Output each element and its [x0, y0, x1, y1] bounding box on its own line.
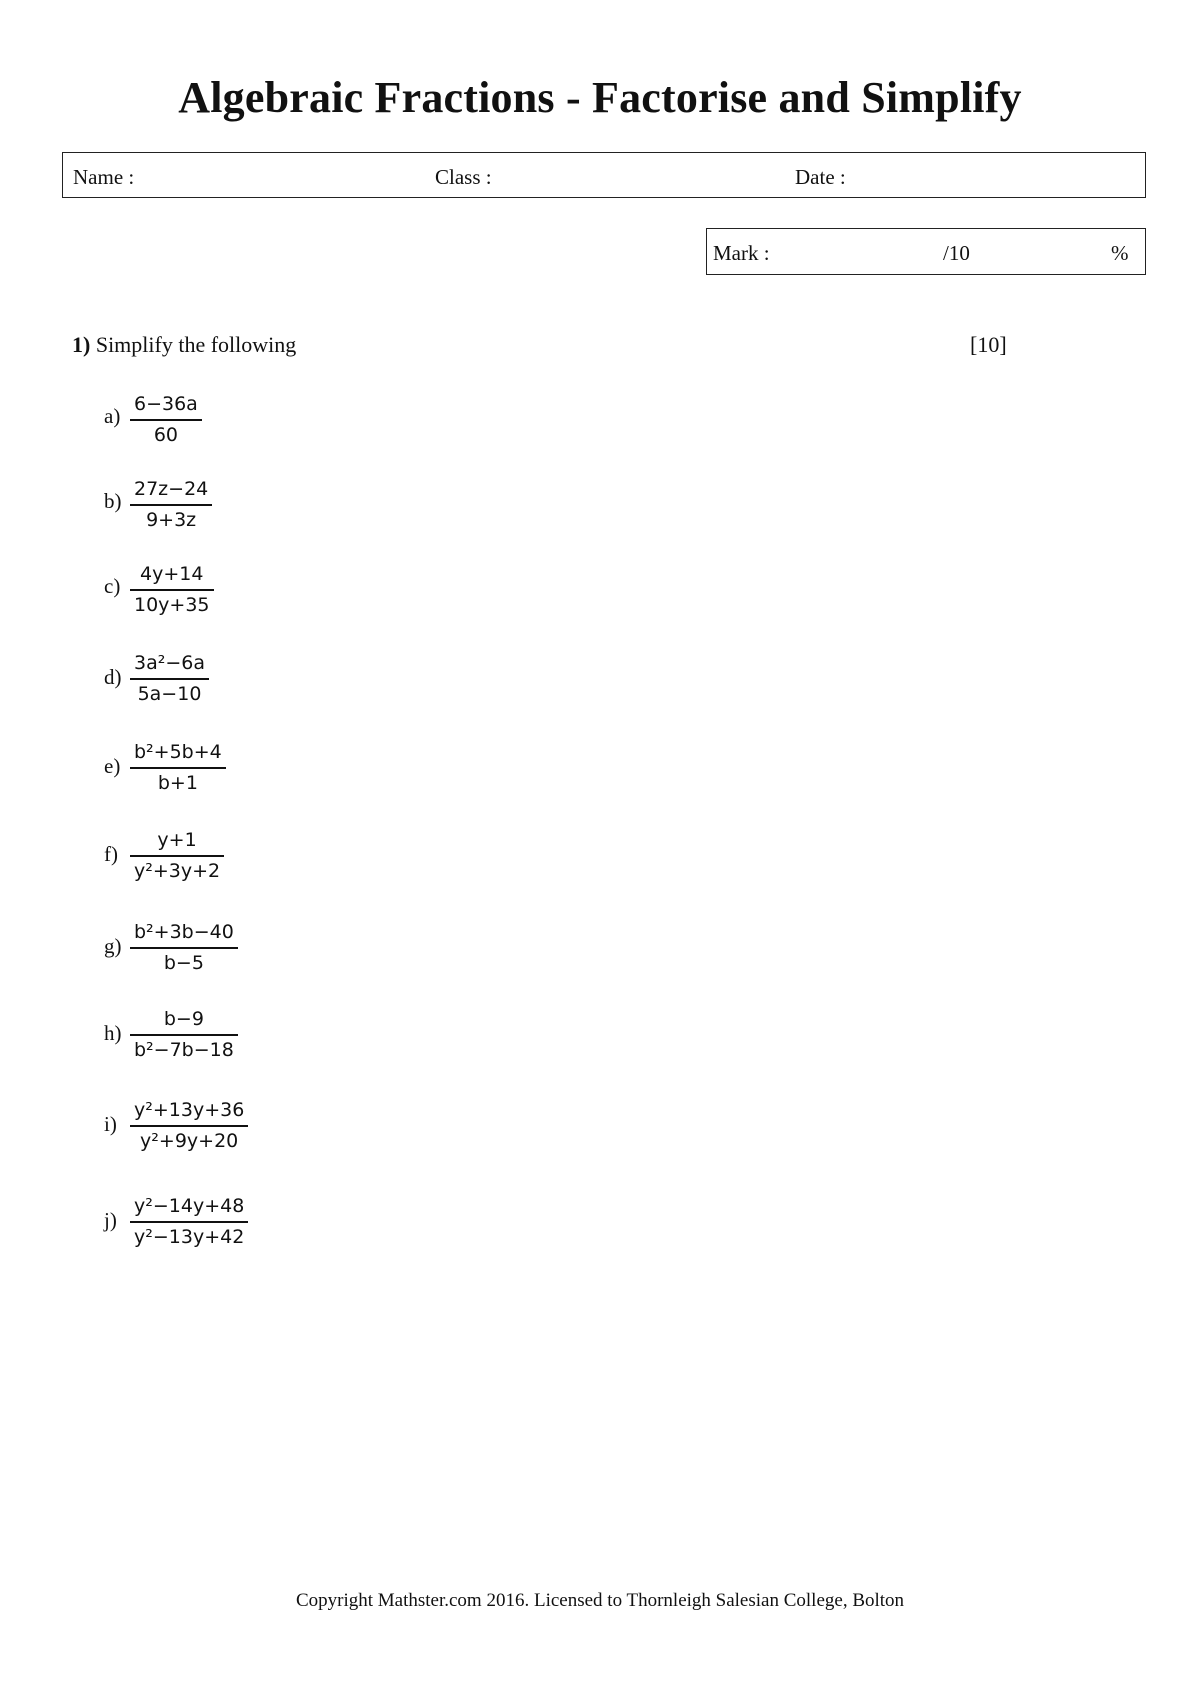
fraction	[130, 562, 214, 617]
question-text: Simplify the following	[95, 332, 297, 357]
numerator: b²+5b+4	[134, 741, 222, 763]
numerator: 3a²−6a	[134, 652, 205, 674]
fraction-bar	[130, 855, 224, 857]
item-label: c)	[104, 574, 121, 598]
page-title: Algebraic Fractions - Factorise and Simplify	[178, 73, 1022, 122]
fraction	[130, 740, 226, 795]
denominator: 10y+35	[134, 593, 210, 616]
fraction-bar	[130, 767, 226, 769]
item-label: b)	[104, 489, 122, 513]
fraction	[130, 651, 209, 706]
numerator: y+1	[157, 829, 197, 851]
fraction-bar	[130, 1221, 248, 1223]
numerator: 4y+14	[140, 563, 204, 585]
fraction	[130, 1194, 248, 1249]
numerator: b²+3b−40	[134, 921, 234, 943]
fraction-bar	[130, 1034, 238, 1036]
mark-label: Mark :	[713, 241, 770, 265]
denominator: y²+9y+20	[140, 1129, 239, 1152]
item-label: h)	[104, 1021, 122, 1045]
item-label: i)	[104, 1112, 117, 1136]
denominator: 60	[153, 423, 178, 446]
fraction-bar	[130, 419, 202, 421]
numerator: b−9	[163, 1008, 204, 1030]
question-heading	[72, 332, 296, 358]
question-marks: [10]	[970, 332, 1007, 357]
student-info-box	[62, 152, 1146, 198]
numerator: 6−36a	[134, 393, 198, 415]
item-label: j)	[104, 1208, 117, 1232]
fraction	[130, 1007, 238, 1062]
fraction	[130, 828, 224, 883]
item-label: d)	[104, 665, 122, 689]
class-label: Class :	[435, 165, 492, 189]
denominator: 9+3z	[146, 508, 197, 531]
denominator: b−5	[163, 951, 204, 974]
fraction	[130, 392, 202, 447]
fraction-bar	[130, 589, 214, 591]
item-label: e)	[104, 754, 121, 778]
denominator: 5a−10	[137, 682, 202, 705]
date-label: Date :	[795, 165, 846, 189]
fraction	[130, 920, 238, 975]
fraction-bar	[130, 1125, 248, 1127]
mark-percent: %	[1111, 241, 1129, 265]
name-label: Name :	[73, 165, 135, 189]
fraction	[130, 477, 212, 532]
numerator: y²−14y+48	[134, 1195, 245, 1217]
item-label: g)	[104, 934, 122, 958]
numerator: y²+13y+36	[134, 1099, 245, 1121]
fraction-bar	[130, 678, 209, 680]
denominator: b²−7b−18	[134, 1038, 234, 1061]
fraction	[130, 1098, 248, 1153]
fraction-bar	[130, 947, 238, 949]
item-label: a)	[104, 404, 121, 428]
denominator: y²−13y+42	[134, 1225, 245, 1248]
item-label: f)	[104, 842, 118, 866]
mark-box	[706, 228, 1146, 275]
denominator: b+1	[157, 771, 198, 794]
fraction-bar	[130, 504, 212, 506]
question-number: 1)	[72, 332, 91, 357]
mark-total: /10	[943, 241, 970, 265]
numerator: 27z−24	[134, 478, 209, 500]
denominator: y²+3y+2	[134, 859, 221, 882]
copyright-footer: Copyright Mathster.com 2016. Licensed to Thornleigh Salesian College, Bolton	[295, 1590, 905, 1611]
